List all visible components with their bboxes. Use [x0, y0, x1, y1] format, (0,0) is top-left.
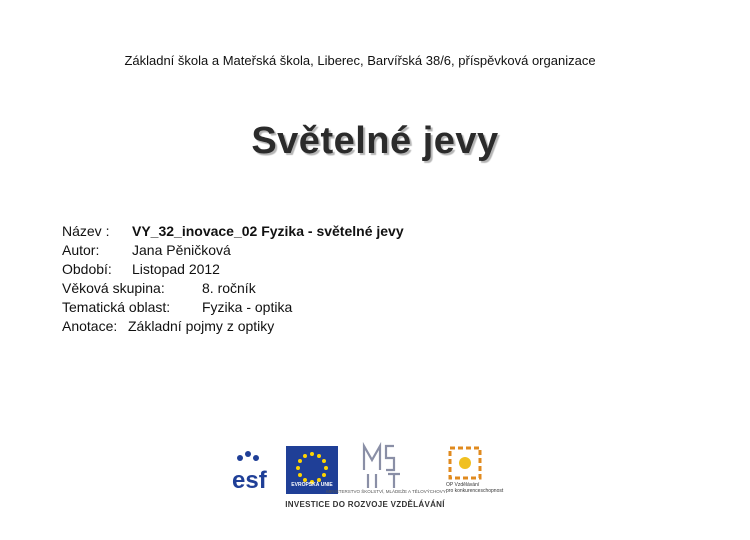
msmt-logo-icon: [326, 440, 446, 496]
svg-text:MINISTERSTVO ŠKOLSTVÍ, MLÁDEŽE: MINISTERSTVO ŠKOLSTVÍ, MLÁDEŽE A TĚLOVÝCHOVY: [326, 489, 446, 494]
meta-label: Tematická oblast:: [62, 299, 171, 315]
meta-value: 8. ročník: [202, 280, 256, 296]
svg-text:esf: esf: [232, 467, 267, 494]
slide-title: Světelné jevy: [251, 120, 499, 162]
meta-label: Anotace:: [62, 318, 118, 334]
svg-text:OP Vzdělávání: OP Vzdělávání: [446, 482, 480, 488]
esf-logo-icon: [230, 446, 282, 494]
meta-value: Základní pojmy z optiky: [128, 318, 275, 334]
meta-value: VY_32_inovace_02 Fyzika - světelné jevy: [132, 223, 404, 239]
meta-label: Název :: [62, 223, 110, 239]
school-name: Základní škola a Mateřská škola, Liberec, Barvířská 38/6, příspěvková organizace: [124, 53, 596, 68]
meta-label: Autor:: [62, 242, 100, 258]
slogan: INVESTICE DO ROZVOJE VZDĚLÁVÁNÍ: [285, 500, 445, 509]
svg-text:pro konkurenceschopnost: pro konkurenceschopnost: [446, 488, 504, 494]
meta-label: Věková skupina:: [62, 280, 165, 296]
meta-label: Období:: [62, 261, 112, 277]
op-vk-logo-icon: [442, 444, 504, 496]
eu-caption: EVROPSKÁ UNIE: [291, 482, 333, 488]
funding-logos: [230, 440, 504, 515]
meta-value: Listopad 2012: [132, 261, 220, 277]
meta-value: Fyzika - optika: [202, 299, 293, 315]
meta-value: Jana Pěničková: [132, 242, 231, 258]
